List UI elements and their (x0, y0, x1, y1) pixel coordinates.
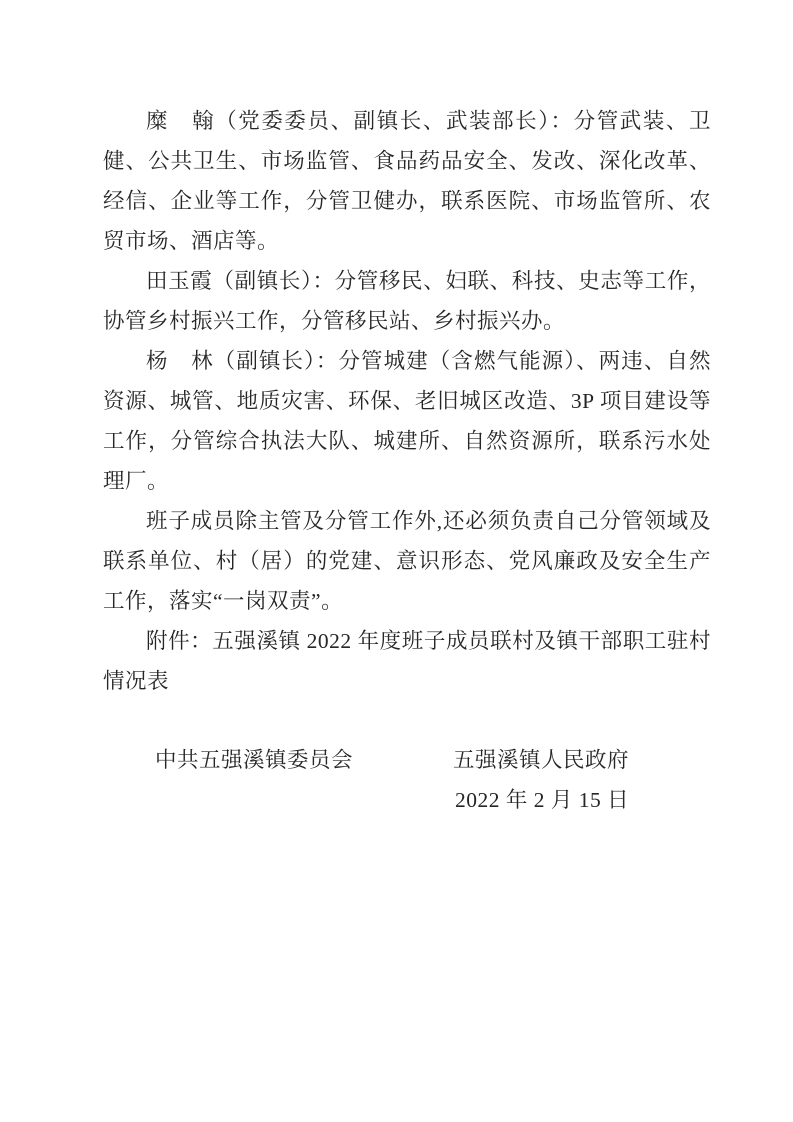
signature-town-government: 五强溪镇人民政府 (453, 748, 630, 772)
document-body (103, 101, 711, 701)
paragraph-tian-yuxia-duties: 田玉霞（副镇长）：分管移民、妇联、科技、史志等工作，协管乡村振兴工作，分管移民站、乡村振兴办。 (103, 269, 711, 333)
document-date: 2022 年 2 月 15 日 (455, 788, 630, 812)
signature-party-committee: 中共五强溪镇委员会 (155, 748, 354, 772)
paragraph-mi-han-duties: 糜 翰（党委委员、副镇长、武装部长）：分管武装、卫健、公共卫生、市场监管、食品药品安全、发改、深化改革、经信、企业等工作，分管卫健办，联系医院、市场监管所、农贸市场、酒店等。 (103, 109, 711, 253)
paragraph-yang-lin-duties: 杨 林（副镇长）：分管城建（含燃气能源）、两违、自然资源、城管、地质灾害、环保、老旧城区改造、3P 项目建设等工作，分管综合执法大队、城建所、自然资源所，联系污水处理厂。 (103, 349, 711, 493)
paragraph-team-member-general-duties: 班子成员除主管及分管工作外,还必须负责自己分管领域及联系单位、村（居）的党建、意识形态、党风廉政及安全生产工作，落实“一岗双责”。 (103, 509, 711, 613)
paragraph-attachment-note: 附件：五强溪镇 2022 年度班子成员联村及镇干部职工驻村情况表 (103, 629, 711, 693)
